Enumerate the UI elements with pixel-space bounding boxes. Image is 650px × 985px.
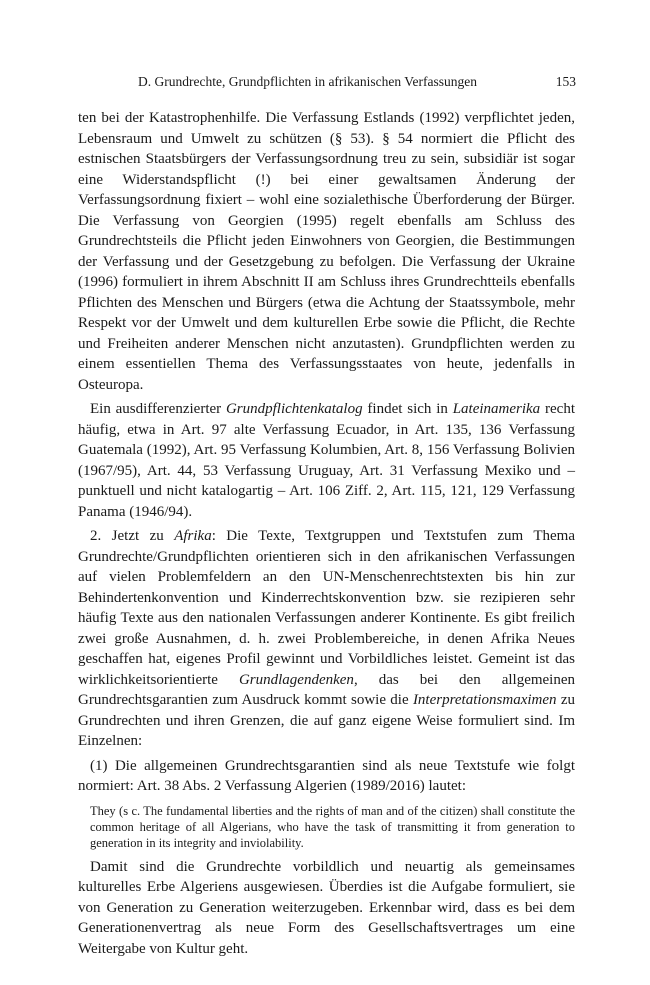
paragraph-2-emphasis-2: Lateinamerika [452,401,541,417]
paragraph-1: ten bei der Katastrophenhilfe. Die Verfassung Estlands (1992) verpflichtet jeden, Lebensraum und Umwelt zu schützen (§ 53). § 54 normiert die Pflicht des estnischen Staatsbürgers der Verfassungsordnung treu zu sein, subsidiär ist sogar eine Widerstandspflicht (!) bei einer gewaltsamen Änderung der Verfassungsordnung fixiert – wohl eine sozialethische Überforderung der Bürger. Die Verfassung von Georgien (1995) regelt ebenfalls am Schluss des Grundrechtsteils die Pflicht jeden Einwohners von Georgien, die Bestimmungen der Verfassung und der Gesetzgebung zu befolgen. Die Verfassung der Ukraine (1996) formuliert in ihrem Abschnitt II am Schluss ihres Grundrechtteils ebenfalls Pflichten des Menschen und Bürgers (etwa die Achtung der Staatssymbole, mehr Respekt vor der Umwelt und dem kulturellen Erbe sowie die Pflicht, die Rechte und Freiheiten anderer Menschen nicht anzutasten). Grundpflichten werden zu einem essentiellen Thema des Verfassungsstaates von heute, jedenfalls in Osteuropa. [78,110,575,393]
block-quote: They (s c. The fundamental liberties and the rights of man and of the citizen) shall constitute the common heritage of all Algerians, who have the task of transmitting it from generation to generation in its integrity and inviolability. [90,803,575,850]
body-text [78,108,575,963]
paragraph-2-text-b: findet sich in [362,401,453,417]
paragraph-2-text-a: Ein ausdifferenzierter [90,401,226,417]
paragraph-2 [78,399,575,522]
paragraph-5: Damit sind die Grundrechte vorbildlich und neuartig als gemeinsames kulturelles Erbe Algeriens ausgewiesen. Überdies ist die Aufgabe formuliert, sie von Generation zu Generation weiterzugeben. Erkennbar wird, dass es bei dem Generationenvertrag als neue Form des Gesellschaftsvertrages um eine Weitergabe von Kultur geht. [78,858,575,957]
paragraph-3-text-b: : Die Texte, Textgruppen und Textstufen zum Thema Grundrechte/Grundpflichten orientieren sich in den afrikanischen Verfassungen auf vielen Problemfeldern an den UN-Menschenrechtstexten bis hin zur Behindertenkonvention und Kinderrechtskonvention bzw. sie rezipieren sehr häufig Texte aus den nationalen Verfassungen anderer Kontinente. Es gibt freilich zwei große Ausnahmen, d. h. zwei Problembereiche, in denen Afrika Neues geschaffen hat, eigenes Profil gewinnt und Vorbildliches leistet. Gemeint ist das wirklichkeitsorientierte [78,528,575,688]
paragraph-3-text-c: , das bei den allgemeinen Grundrechtsgarantien zum Ausdruck kommt sowie die [78,671,576,708]
paragraph-3-text-d: zu Grundrechten und ihren Grenzen, die auf ganz eigene Weise formuliert sind. Im Einzelnen: [78,692,575,749]
paragraph-3-text-a: 2. Jetzt zu [90,528,175,544]
page-number: 153 [555,74,576,89]
paragraph-3-emphasis-1: Afrika [174,528,212,544]
paragraph-3-emphasis-2: Grundlagendenken [238,671,354,688]
paragraph-2-text-c: recht häufig, etwa in Art. 97 alte Verfassung Ecuador, in Art. 135, 136 Verfassung Guatemala (1992), Art. 95 Verfassung Kolumbien, Art. 8, 156 Verfassung Bolivien (1967/95), Art. 44, 53 Verfassung Uruguay, Art. 31 Verfassung Mexiko und – punktuell und nicht katalogartig – Art. 106 Ziff. 2, Art. 115, 121, 129 Verfassung Panama (1946/94). [78,401,575,520]
paragraph-4: (1) Die allgemeinen Grundrechtsgarantien sind als neue Textstufe wie folgt normiert: Art. 38 Abs. 2 Verfassung Algerien (1989/2016) lautet: [78,757,575,794]
running-head-title: D. Grundrechte, Grundpflichten in afrikanischen Verfassungen [138,74,478,89]
paragraph-3 [78,526,575,752]
paragraph-2-emphasis-1: Grundpflichtenkatalog [225,401,363,417]
paragraph-3-emphasis-3: Interpretationsmaximen [412,692,557,708]
